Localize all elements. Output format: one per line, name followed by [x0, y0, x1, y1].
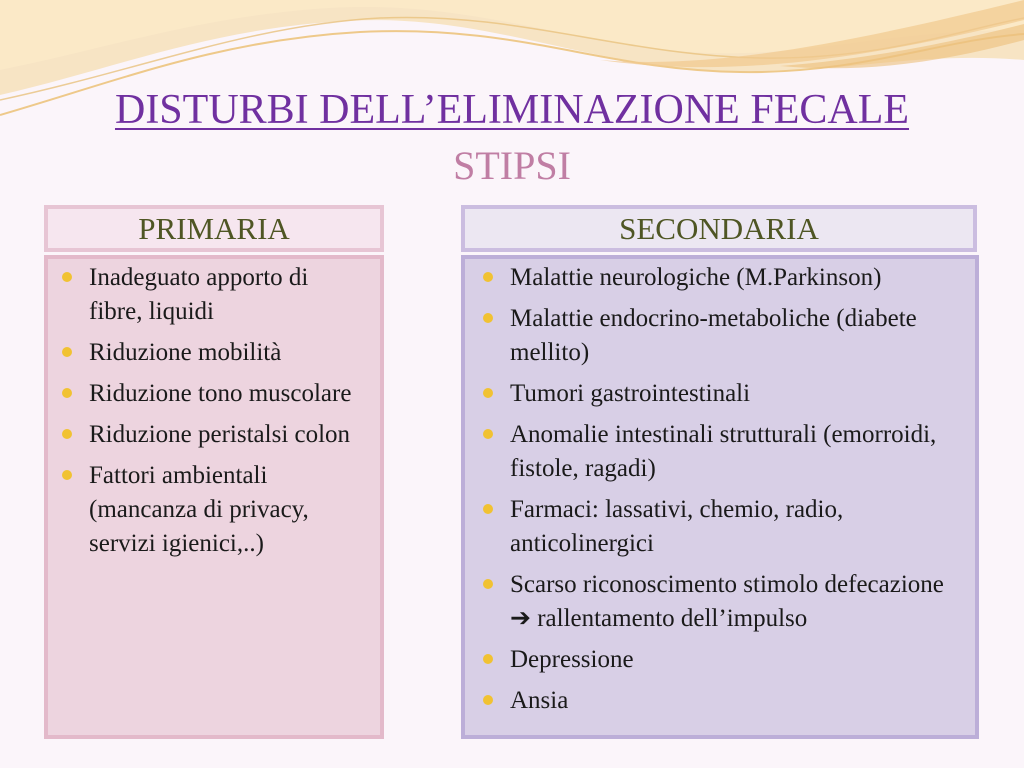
- bullet-icon: [62, 429, 72, 439]
- list-item: [58, 261, 368, 329]
- slide-subtitle: STIPSI: [453, 143, 571, 188]
- slide-title: DISTURBI DELL’ELIMINAZIONE FECALE: [114, 87, 910, 133]
- list-item: [479, 643, 967, 677]
- secondary-causes-list: [479, 261, 967, 725]
- bullet-icon: [483, 388, 493, 398]
- primary-header: PRIMARIA: [44, 205, 384, 252]
- bullet-icon: [62, 272, 72, 282]
- list-item: [479, 261, 967, 295]
- bullet-icon: [483, 579, 493, 589]
- list-item: [479, 684, 967, 718]
- list-item: [479, 418, 967, 486]
- list-item: [58, 418, 368, 452]
- bullet-icon: [483, 695, 493, 705]
- list-item-text: Scarso riconoscimento stimolo defecazione ➔ rallentamento dell’impulso: [510, 571, 944, 632]
- list-item-text: Riduzione peristalsi colon: [89, 421, 351, 448]
- list-item-text: Tumori gastrointestinali: [510, 380, 751, 407]
- bullet-icon: [62, 388, 72, 398]
- list-item: [479, 302, 967, 370]
- secondary-header: SECONDARIA: [461, 205, 977, 252]
- bullet-icon: [483, 313, 493, 323]
- bullet-icon: [483, 504, 493, 514]
- list-item: [58, 459, 368, 561]
- list-item: [479, 568, 967, 636]
- bullet-icon: [62, 347, 72, 357]
- list-item: [58, 336, 368, 370]
- list-item-text: Depressione: [510, 646, 634, 673]
- list-item-text: Inadeguato apporto di fibre, liquidi: [89, 264, 309, 325]
- list-item-text: Fattori ambientali (mancanza di privacy, servizi igienici,..): [89, 462, 309, 557]
- bullet-icon: [483, 272, 493, 282]
- list-item: [479, 493, 967, 561]
- list-item-text: Ansia: [510, 687, 569, 714]
- bullet-icon: [62, 470, 72, 480]
- list-item-text: Malattie neurologiche (M.Parkinson): [510, 264, 882, 291]
- bullet-icon: [483, 654, 493, 664]
- primary-causes-box: [44, 255, 384, 739]
- list-item-text: Riduzione tono muscolare: [89, 380, 352, 407]
- list-item-text: Anomalie intestinali strutturali (emorroidi, fistole, ragadi): [510, 421, 937, 482]
- list-item: [58, 377, 368, 411]
- list-item: [479, 377, 967, 411]
- primary-causes-list: [58, 261, 368, 568]
- bullet-icon: [483, 429, 493, 439]
- list-item-text: Riduzione mobilità: [89, 339, 282, 366]
- secondary-causes-box: [461, 255, 979, 739]
- list-item-text: Farmaci: lassativi, chemio, radio, anticolinergici: [510, 496, 844, 557]
- list-item-text: Malattie endocrino-metaboliche (diabete mellito): [510, 305, 917, 366]
